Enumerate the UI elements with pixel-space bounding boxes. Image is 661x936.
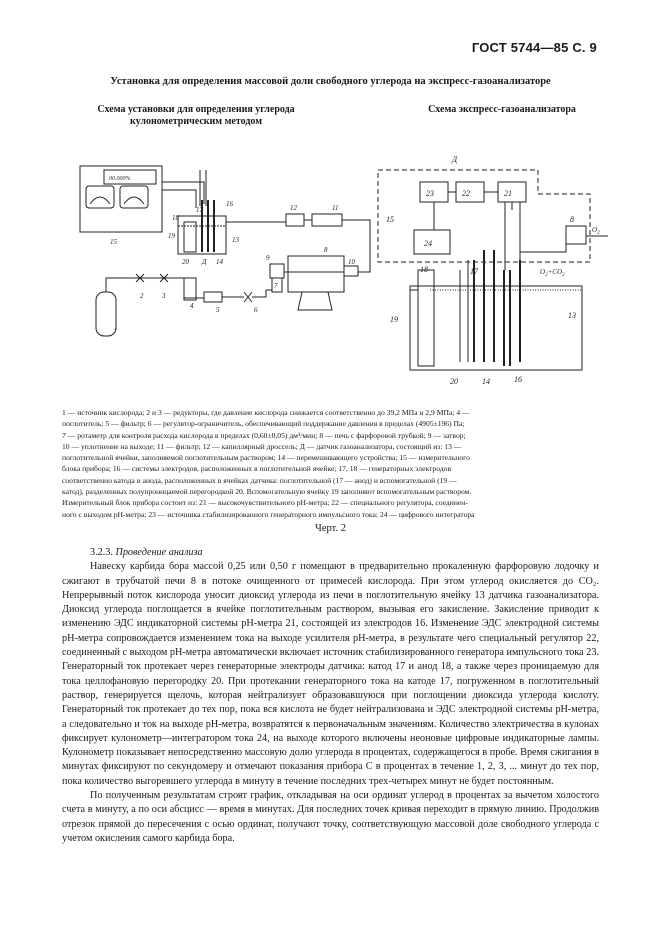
express-analyzer-diagram bbox=[370, 150, 610, 400]
legend-line: Измерительный блок прибора состоит из: 21 — высокочувствительного рН-метра; 22 — специального регулятора, соединен- bbox=[62, 498, 468, 508]
figure-caption: Черт. 2 bbox=[315, 523, 346, 534]
label-13: 13 bbox=[232, 236, 239, 244]
section-number: 3.2.3. bbox=[90, 547, 113, 558]
legend-line: катод), разделенных полупроницаемой перегородкой 20. Вспомогательную ячейку 19 заполняют вспомогательным раствором. bbox=[62, 487, 472, 497]
label-16: 16 bbox=[226, 200, 233, 208]
left-scheme-title-line1: Схема установки для определения углерода bbox=[97, 104, 295, 115]
legend-line: 7 — ротаметр для контроля расхода кислорода в пределах (0,60±0,05) дм³/мин; 8 — печь с фарфоровой трубкой; 9 — затвор; bbox=[62, 430, 466, 440]
label-2: 2 bbox=[140, 292, 144, 300]
label-D: Д bbox=[202, 258, 207, 266]
paragraph-procedure: Навеску карбида бора массой 0,25 или 0,50 г помещают в предварительно прокаленную фарфоровую лодочку и сжигают в трубчатой печи 8 в потоке очищенного от примесей кислорода. При этом углерод окисляется до CO₂. Непрерывный поток кислорода уносит диоксид углерода из печи в поглотительную ячейку 13 датчика газоанализатора. Диоксид углерода поглощается в ячейке поглотительным раствором, вызывая его закисление. Закисление приводит к изменению ЭДС индикаторной системы рН-метра 21, состоящей из электродов 16. Изменение ЭДС электродной системы рН-метра сопровождается изменением тока на выходе усилителя рН-метра, в результате чего специальный регулятор 22, соединенный с выходом рН-метра автоматически включает источник стабилизированного генератора импульсного тока 23. Генераторный ток протекает через генераторные электроды датчика: катод 17 и анод 18, а также через проницаемую для тока целлофановую перегородку 20. При протекании генераторного тока на катоде 17, погруженном в поглотительный раствор, генерируется щелочь, которая нейтрализует образовавшуюся при поглощении диоксида углерода кислоту. Генераторный ток протекает до тех пор, пока вся кислота не будет нейтрализована и ЭДС электродной системы рН-метра, а следовательно и ток на выходе рН-метра, возвратятся к первоначальным значениям. Количество электричества в кулонах фиксирует кулонометр—интегратором тока 24, на выходе которого включены неоновые цифровые индикаторные лампы. Кулонометр показывает непосредственно массовую долю углерода в процентах, содержащегося в пробе. Время сжигания в минутах фиксируют по секундомеру и отмечают показания прибора С в процентах в течение 1, 2, 3, ... минут до тех пор, пока количество выгоревшего углерода в минуту в течение последних трех-четырех минут не будет постоянным. bbox=[62, 561, 599, 787]
label-5: 5 bbox=[216, 306, 220, 314]
label-15: 15 bbox=[110, 238, 117, 246]
page-header: ГОСТ 5744—85 С. 9 bbox=[471, 40, 597, 55]
label-6: 6 bbox=[254, 306, 258, 314]
r-label-13: 13 bbox=[568, 311, 576, 320]
capillary-throttle bbox=[286, 214, 304, 226]
r-label-20: 20 bbox=[450, 377, 458, 386]
r-label-16: 16 bbox=[514, 375, 522, 384]
absorber-4 bbox=[184, 278, 196, 300]
legend-line: поглотитель; 5 — фильтр; 6 — регулятор-ограничитель, обеспечивающий поддержание давления в пределах (4905±196) Па; bbox=[62, 419, 465, 429]
r-label-18: 18 bbox=[420, 265, 428, 274]
right-scheme-title: Схема экспресс-газоанализатора bbox=[428, 104, 576, 115]
block-22 bbox=[456, 182, 484, 202]
section-body bbox=[62, 546, 599, 846]
legend-line: поглотительной ячейки, заполняемой поглотительным раствором; 14 — перемешивающего устройства; 15 — измерительного bbox=[62, 453, 470, 463]
block-24 bbox=[414, 230, 450, 254]
r-label-23: 23 bbox=[426, 189, 434, 198]
label-11: 11 bbox=[332, 204, 339, 212]
label-20: 20 bbox=[182, 258, 189, 266]
display-readout: 00.000% bbox=[109, 176, 131, 182]
label-4: 4 bbox=[190, 302, 194, 310]
r-label-24: 24 bbox=[424, 239, 432, 248]
r-label-21: 21 bbox=[504, 189, 512, 198]
electrode-18 bbox=[418, 270, 434, 366]
r-label-22: 22 bbox=[462, 189, 470, 198]
paragraph-graph: По полученным результатам строят график, откладывая на оси ординат углерод в процентах за вычетом холостого счета в минуту, а по оси абсцисс — время в минутах. Для последних точек кривая переходит в прямую линию. Продолжив отрезок прямой до пересечения с осью ординат, получают точку, соответствующую массовой доле свободного углерода с учетом окисления самого карбида бора. bbox=[62, 790, 599, 844]
label-12: 12 bbox=[290, 204, 297, 212]
furnace bbox=[288, 256, 344, 292]
legend-line: соответственно катода и анода, расположенных в ячейках датчика: поглотительной (17 — анод) и вспомогательной (19 — bbox=[62, 475, 457, 485]
sensor-8 bbox=[566, 226, 586, 244]
outlet-seal bbox=[344, 266, 358, 276]
filter-11 bbox=[312, 214, 342, 226]
r-label-14: 14 bbox=[482, 377, 490, 386]
r-label-D: Д bbox=[452, 155, 458, 164]
absorption-tank bbox=[410, 286, 582, 370]
legend-line: 10 — уплотнение на выходе; 11 — фильтр; 12 — капиллярный дроссель; Д — датчик газоанализатора, состоящий из: 13 — bbox=[62, 441, 462, 451]
r-label-o2: $O_2$ bbox=[592, 226, 600, 236]
coulometric-setup-diagram bbox=[76, 160, 376, 340]
filter-5 bbox=[204, 292, 222, 302]
label-14: 14 bbox=[216, 258, 223, 266]
label-3: 3 bbox=[162, 292, 166, 300]
figure-main-title: Установка для определения массовой доли свободного углерода на экспресс-газоанализаторе bbox=[110, 76, 551, 87]
label-17: 17 bbox=[196, 206, 203, 214]
label-10: 10 bbox=[348, 258, 355, 266]
label-7: 7 bbox=[274, 282, 278, 290]
label-19: 19 bbox=[168, 232, 175, 240]
label-8: 8 bbox=[324, 246, 328, 254]
section-title: Проведение анализа bbox=[115, 547, 203, 558]
block-21 bbox=[498, 182, 526, 202]
label-18: 18 bbox=[172, 214, 179, 222]
r-label-o2-co2: $O_2+CO_2$ bbox=[540, 268, 565, 278]
figure-legend bbox=[62, 407, 599, 520]
left-scheme-title bbox=[86, 104, 306, 128]
left-scheme-title-line2: кулонометрическим методом bbox=[129, 116, 263, 127]
legend-line: 1 — источник кислорода; 2 и 3 — редукторы, где давление кислорода снижается соответственно до 39,2 МПа и 2,9 МПа; 4 — bbox=[62, 408, 470, 417]
oxygen-cylinder bbox=[96, 292, 116, 336]
r-label-19: 19 bbox=[390, 315, 398, 324]
section-heading bbox=[62, 546, 599, 560]
block-23 bbox=[420, 182, 448, 202]
label-9: 9 bbox=[266, 254, 270, 262]
r-label-17: 17 bbox=[470, 267, 478, 276]
shutter bbox=[270, 264, 284, 278]
label-1: 1 bbox=[114, 324, 118, 332]
r-label-15: 15 bbox=[386, 215, 394, 224]
r-label-8: 8 bbox=[570, 215, 574, 224]
legend-line: блока прибора; 16 — системы электродов, расположенных в поглотительной ячейке; 17, 18 — генераторных электродов bbox=[62, 464, 452, 474]
legend-line: ного с выходом рН-метра; 23 — источника стабилизированного генераторного импульсного тока; 24 — цифрового интегратора bbox=[62, 509, 475, 519]
